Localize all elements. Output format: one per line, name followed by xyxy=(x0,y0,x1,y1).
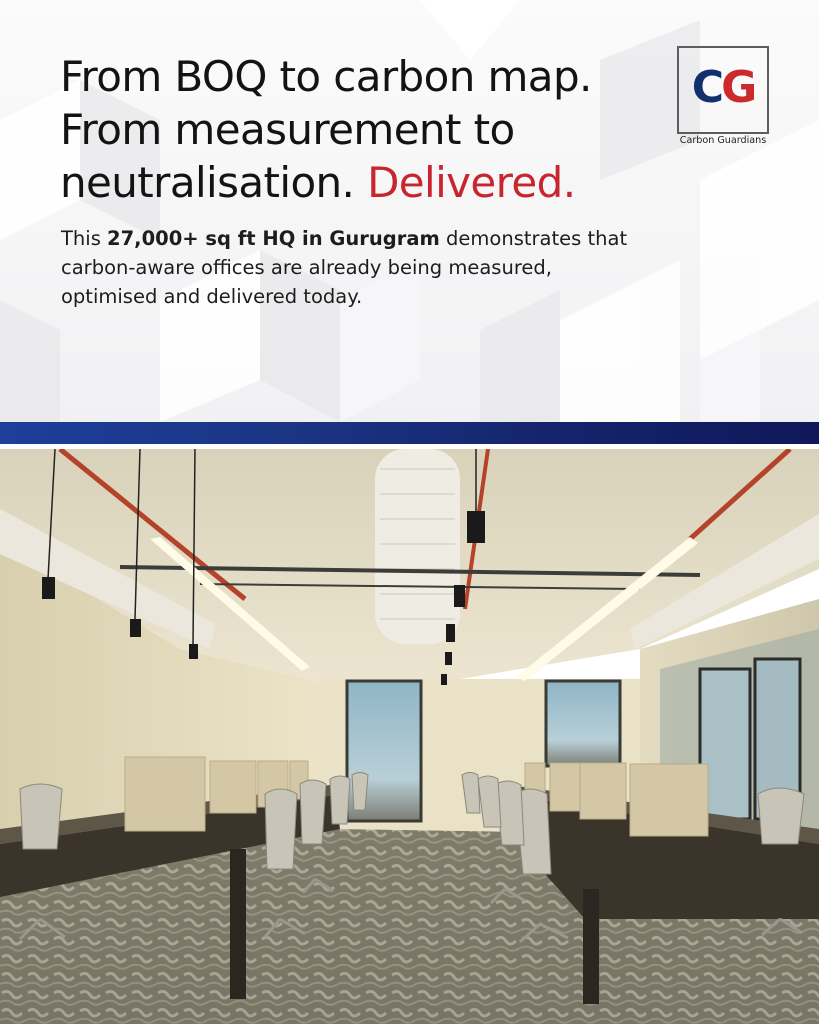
headline-accent: Delivered. xyxy=(367,158,576,207)
hero-section xyxy=(0,0,819,422)
headline-line-2: From measurement to xyxy=(60,105,515,154)
headline-line-3-prefix: neutralisation. xyxy=(60,158,368,207)
body-line-1 xyxy=(61,224,701,253)
office-interior-photo xyxy=(0,449,819,1024)
body-highlight: 27,000+ sq ft HQ in Gurugram xyxy=(107,227,440,250)
carbon-guardians-logo xyxy=(677,46,769,150)
office-photo-illustration xyxy=(0,449,819,1024)
headline xyxy=(60,50,660,209)
body-line-2: carbon-aware offices are already being measured, xyxy=(61,256,552,279)
headline-line-3 xyxy=(60,156,660,209)
logo-letter-c: C xyxy=(691,62,722,113)
divider-band xyxy=(0,422,819,444)
body-intro: This xyxy=(61,227,108,250)
body-line-1-rest: demonstrates that xyxy=(439,227,628,250)
body-line-3: optimised and delivered today. xyxy=(61,285,363,308)
logo-monogram xyxy=(677,62,769,114)
body-copy xyxy=(61,224,701,311)
logo-caption: Carbon Guardians xyxy=(679,135,767,146)
headline-line-1: From BOQ to carbon map. xyxy=(60,52,592,101)
logo-letter-g: G xyxy=(721,62,755,113)
